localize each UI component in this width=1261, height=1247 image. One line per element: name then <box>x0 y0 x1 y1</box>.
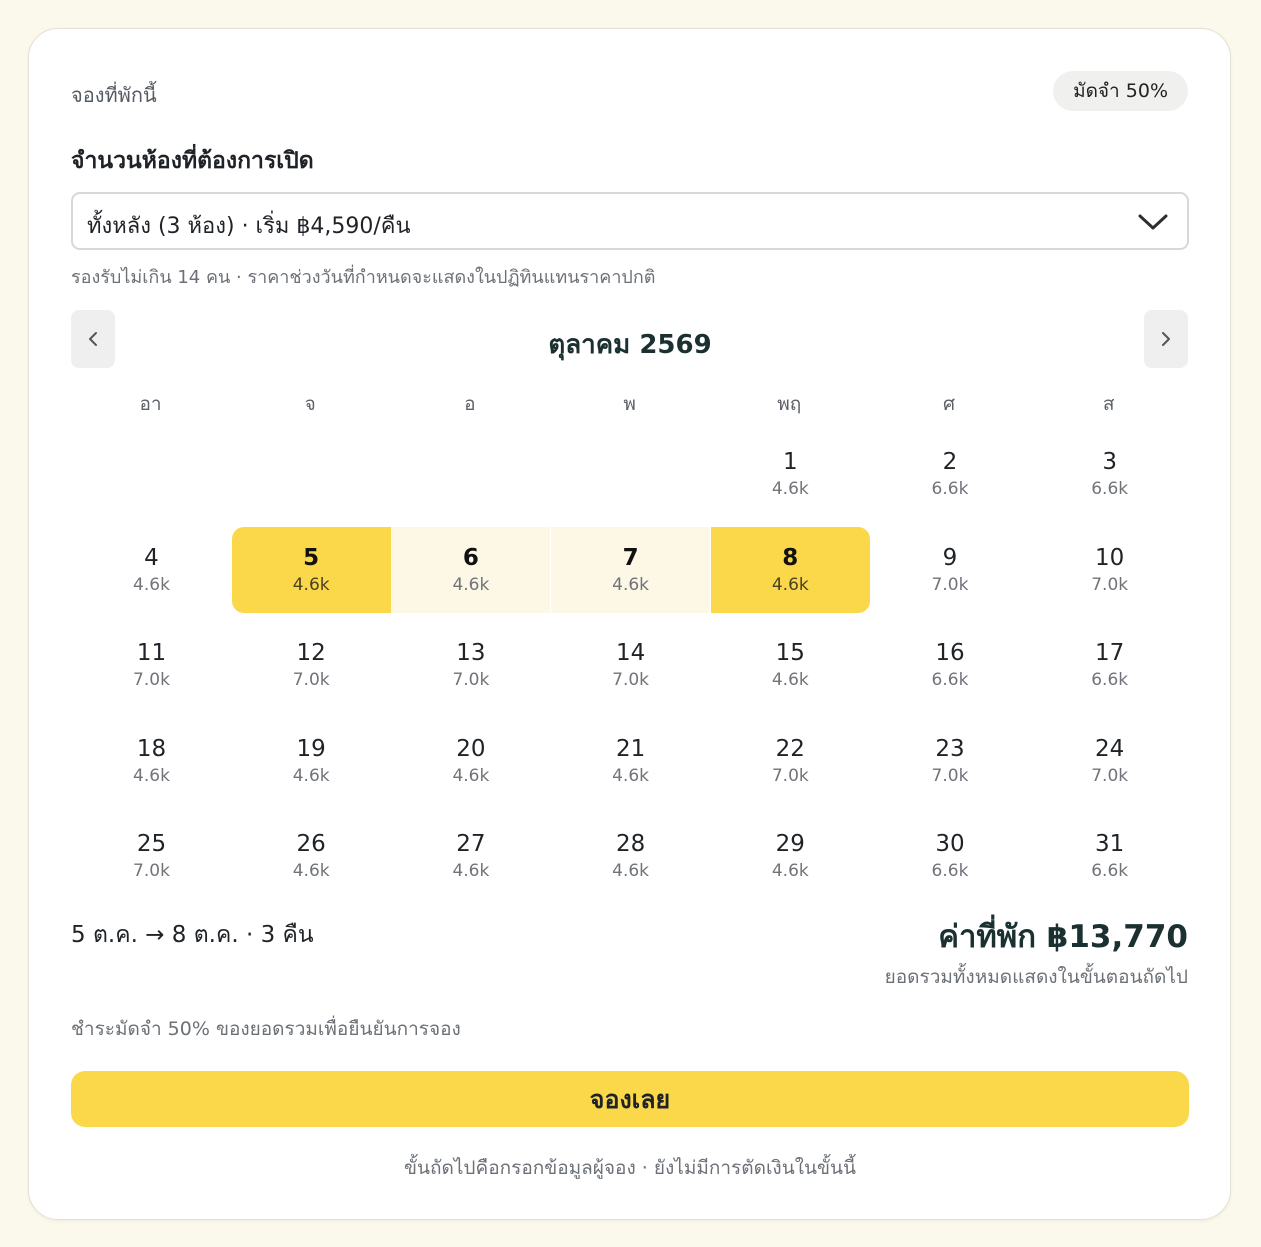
calendar-day[interactable] <box>711 813 870 899</box>
calendar-day[interactable] <box>711 718 870 804</box>
day-number: 4 <box>144 544 159 571</box>
weekday-label: อา <box>139 393 162 415</box>
day-price: 4.6k <box>133 765 170 786</box>
weekday-label: พฤ <box>777 393 802 415</box>
next-month-button[interactable] <box>1144 310 1188 368</box>
day-number: 1 <box>782 449 798 475</box>
calendar-day[interactable] <box>391 622 550 708</box>
day-number: 14 <box>615 640 646 666</box>
calendar-day[interactable] <box>232 718 391 804</box>
day-number: 15 <box>775 640 805 666</box>
day-price: 6.6k <box>931 670 969 690</box>
day-number: 27 <box>456 831 486 857</box>
calendar-day[interactable] <box>391 813 550 899</box>
calendar-day[interactable] <box>871 527 1030 613</box>
date-range-summary: 5 ต.ค. → 8 ต.ค. · 3 คืน <box>71 922 314 948</box>
day-number: 9 <box>942 544 958 571</box>
day-price: 7.0k <box>931 765 969 786</box>
calendar-day[interactable] <box>551 718 710 804</box>
calendar-day[interactable] <box>871 718 1030 804</box>
booking-card <box>28 28 1231 1220</box>
day-price: 4.6k <box>612 861 650 881</box>
day-price: 7.0k <box>931 574 969 595</box>
day-number: 10 <box>1095 544 1125 571</box>
total-note: ยอดรวมทั้งหมดแสดงในขั้นตอนถัดไป <box>884 966 1188 988</box>
calendar-day[interactable] <box>711 622 870 708</box>
day-number: 26 <box>296 831 326 857</box>
calendar-day[interactable] <box>72 813 231 899</box>
rooms-hint: รองรับไม่เกิน 14 คน · ราคาช่วงวันที่กำหนดจะแสดงในปฏิทินแทนราคาปกติ <box>71 267 656 288</box>
weekday-label: ศ <box>942 393 956 415</box>
day-price: 7.0k <box>1091 765 1129 786</box>
calendar-day[interactable] <box>711 527 870 613</box>
calendar-day[interactable] <box>1030 431 1189 517</box>
room-count-select[interactable] <box>71 192 1189 250</box>
day-price: 4.6k <box>452 574 490 595</box>
day-number: 12 <box>296 640 326 666</box>
day-price: 6.6k <box>931 479 969 499</box>
calendar-day[interactable] <box>72 622 231 708</box>
day-price: 4.6k <box>771 574 809 595</box>
day-price: 6.6k <box>1091 670 1129 690</box>
day-price: 6.6k <box>1091 861 1129 881</box>
day-price: 7.0k <box>771 765 809 786</box>
day-price: 7.0k <box>133 670 170 690</box>
footer-note: ขั้นถัดไปคือกรอกข้อมูลผู้จอง · ยังไม่มีการตัดเงินในขั้นนี้ <box>404 1157 856 1179</box>
total-price: ค่าที่พัก ฿13,770 <box>938 919 1188 955</box>
day-number: 24 <box>1095 735 1125 762</box>
day-number: 20 <box>456 735 486 762</box>
calendar-day[interactable] <box>1030 718 1189 804</box>
rooms-label: จำนวนห้องที่ต้องการเปิด <box>71 148 314 174</box>
day-price: 4.6k <box>771 479 809 499</box>
day-price: 6.6k <box>1091 479 1129 499</box>
day-number: 8 <box>782 544 799 571</box>
day-price: 4.6k <box>292 765 330 786</box>
chevron-right-icon <box>1158 331 1174 347</box>
weekday-label: จ <box>304 393 316 415</box>
day-number: 7 <box>622 544 639 571</box>
day-number: 19 <box>296 735 326 762</box>
calendar-day[interactable] <box>72 527 231 613</box>
day-price: 7.0k <box>133 861 170 881</box>
day-price: 4.6k <box>452 861 490 881</box>
day-number: 5 <box>303 544 320 571</box>
calendar-day[interactable] <box>551 813 710 899</box>
calendar-day[interactable] <box>871 813 1030 899</box>
day-number: 31 <box>1095 831 1125 857</box>
day-price: 7.0k <box>612 670 650 690</box>
day-number: 3 <box>1102 449 1117 475</box>
day-number: 6 <box>462 544 479 571</box>
day-number: 18 <box>136 735 167 762</box>
chevron-down-icon <box>1137 212 1169 232</box>
day-price: 7.0k <box>1091 574 1129 595</box>
day-number: 16 <box>935 640 965 666</box>
calendar-day[interactable] <box>551 622 710 708</box>
weekday-label: ส <box>1102 393 1115 415</box>
day-number: 22 <box>775 735 805 762</box>
day-price: 4.6k <box>292 574 330 595</box>
day-price: 4.6k <box>452 765 490 786</box>
calendar-day[interactable] <box>232 527 391 613</box>
calendar-day[interactable] <box>871 622 1030 708</box>
day-price: 4.6k <box>612 574 650 595</box>
deposit-badge: มัดจำ 50% <box>1053 71 1188 111</box>
calendar-day[interactable] <box>1030 813 1189 899</box>
day-number: 2 <box>942 449 958 475</box>
day-number: 17 <box>1095 640 1125 666</box>
day-price: 4.6k <box>133 574 170 595</box>
booking-title: จองที่พักนี้ <box>71 83 157 107</box>
day-number: 21 <box>615 735 646 762</box>
calendar-day[interactable] <box>871 431 1030 517</box>
day-number: 13 <box>456 640 486 666</box>
calendar-day[interactable] <box>1030 622 1189 708</box>
weekday-label: อ <box>464 393 476 415</box>
weekday-label: พ <box>623 393 636 415</box>
room-count-value: ทั้งหลัง (3 ห้อง) · เริ่ม ฿4,590/คืน <box>87 214 411 239</box>
day-price: 4.6k <box>771 861 809 881</box>
book-now-button[interactable]: จองเลย <box>71 1071 1189 1127</box>
day-number: 30 <box>935 831 965 857</box>
calendar-day[interactable] <box>711 431 870 517</box>
deposit-note: ชำระมัดจำ 50% ของยอดรวมเพื่อยืนยันการจอง <box>71 1018 461 1040</box>
day-price: 4.6k <box>612 765 650 786</box>
calendar-day[interactable] <box>232 813 391 899</box>
calendar-day[interactable] <box>1030 527 1189 613</box>
day-number: 11 <box>136 640 167 666</box>
calendar-day[interactable] <box>72 718 231 804</box>
day-price: 4.6k <box>771 670 809 690</box>
calendar-day[interactable] <box>391 718 550 804</box>
day-price: 7.0k <box>292 670 330 690</box>
day-number: 23 <box>935 735 965 762</box>
day-number: 28 <box>615 831 646 857</box>
day-price: 7.0k <box>452 670 490 690</box>
day-number: 29 <box>775 831 805 857</box>
day-price: 6.6k <box>931 861 969 881</box>
day-price: 4.6k <box>292 861 330 881</box>
calendar-day[interactable] <box>232 622 391 708</box>
day-number: 25 <box>136 831 167 857</box>
calendar-day[interactable] <box>391 527 550 613</box>
calendar-day[interactable] <box>551 527 710 613</box>
month-title: ตุลาคม 2569 <box>548 330 712 360</box>
